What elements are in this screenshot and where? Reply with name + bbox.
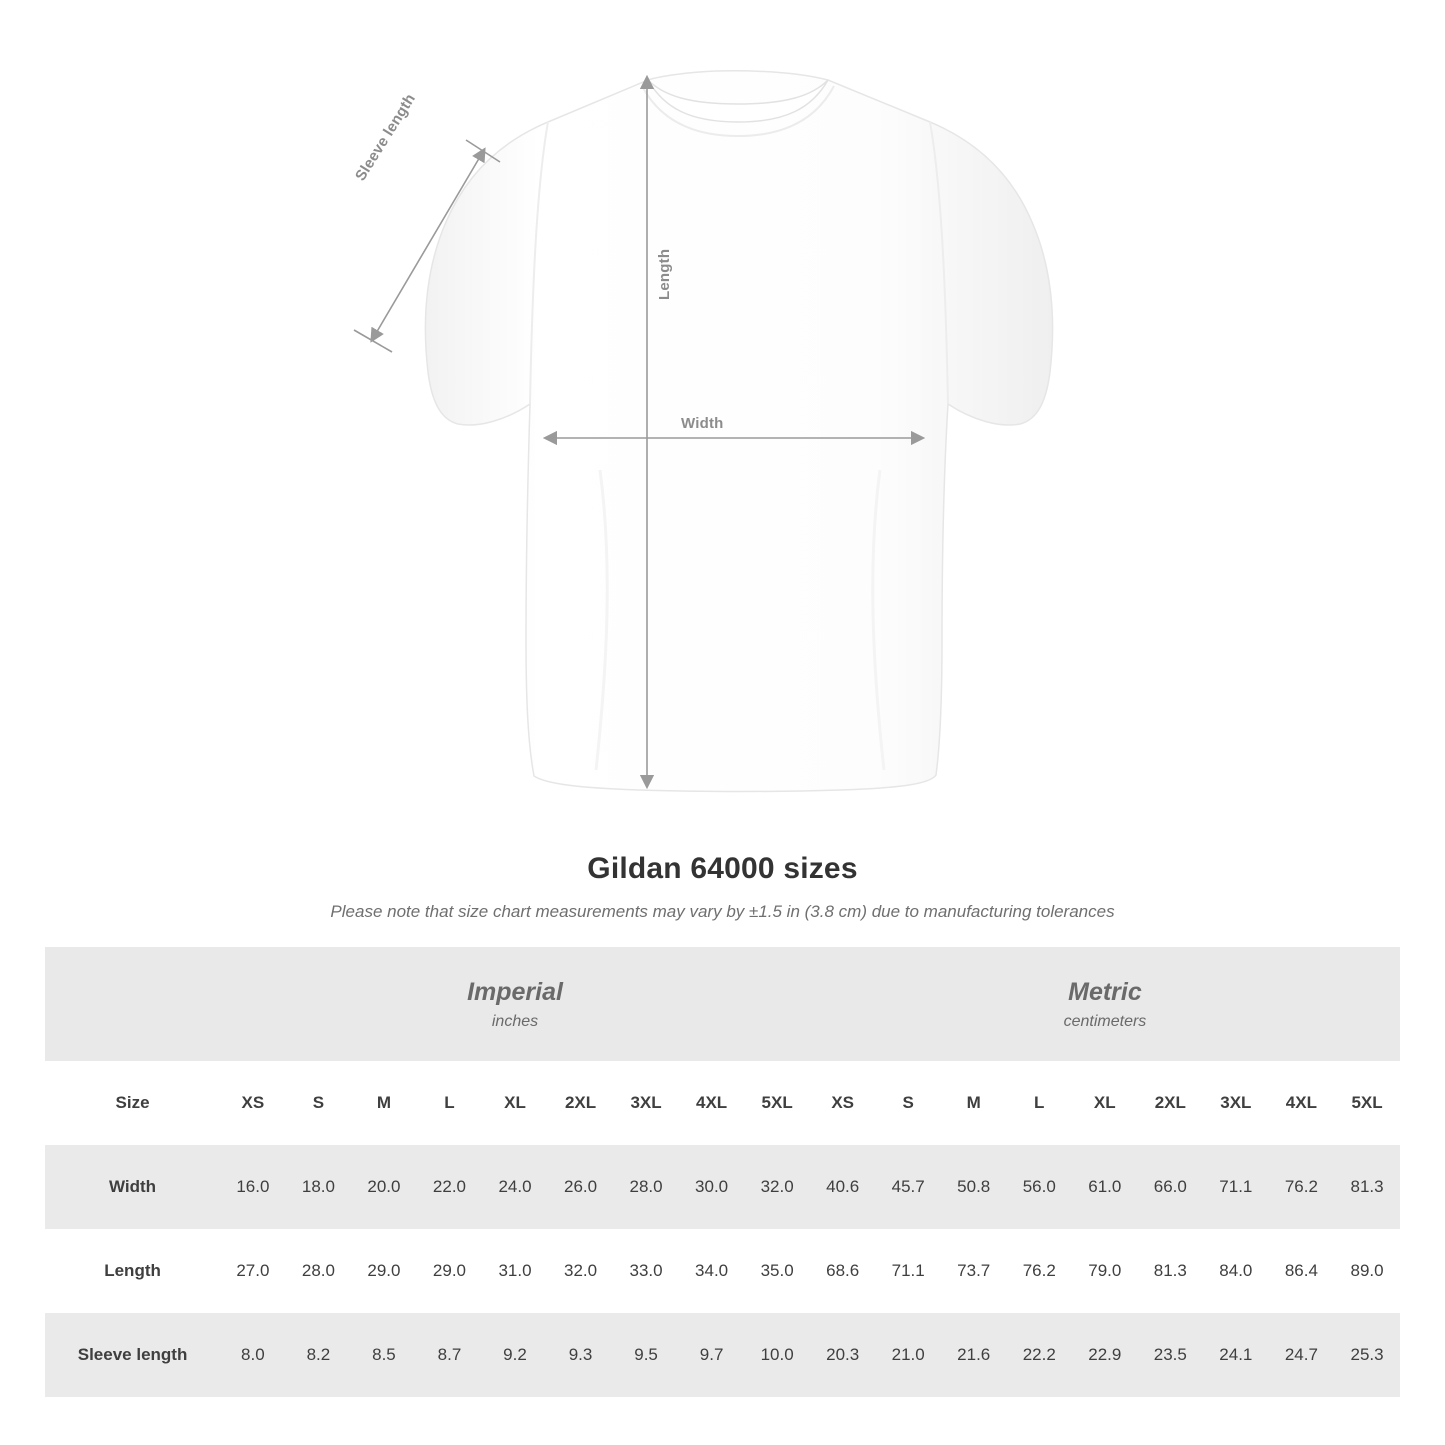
- size-col-imp-6: 3XL: [630, 1093, 662, 1112]
- sleeve-length-label: Sleeve length: [352, 90, 420, 185]
- size-col-met-7: 4XL: [1285, 1093, 1317, 1112]
- width-met-1: 45.7: [875, 1145, 941, 1229]
- page-title: Gildan 64000 sizes: [587, 852, 858, 885]
- width-imp-4: 24.0: [482, 1145, 548, 1229]
- size-col-met-8: 5XL: [1351, 1093, 1383, 1112]
- row-label-width: Width: [45, 1145, 220, 1229]
- width-imp-6: 28.0: [613, 1145, 679, 1229]
- row-label-sleeve-length: Sleeve length: [45, 1313, 220, 1397]
- width-imp-7: 30.0: [679, 1145, 745, 1229]
- sleeve-met-1: 21.0: [875, 1313, 941, 1397]
- unit-header-blank: [45, 947, 220, 1061]
- width-met-6: 71.1: [1203, 1145, 1269, 1229]
- width-imp-3: 22.0: [417, 1145, 483, 1229]
- sleeve-met-2: 21.6: [941, 1313, 1007, 1397]
- size-col-met-4: XL: [1093, 1093, 1116, 1112]
- length-imp-3: 29.0: [417, 1229, 483, 1313]
- length-imp-4: 31.0: [482, 1229, 548, 1313]
- sleeve-met-3: 22.2: [1006, 1313, 1072, 1397]
- sleeve-imp-0: 8.0: [220, 1313, 286, 1397]
- length-met-0: 68.6: [810, 1229, 876, 1313]
- size-col-met-1: S: [902, 1093, 914, 1112]
- width-imp-0: 16.0: [220, 1145, 286, 1229]
- length-met-5: 81.3: [1138, 1229, 1204, 1313]
- size-col-imp-1: S: [312, 1093, 325, 1112]
- title-block: [0, 852, 1445, 922]
- length-met-7: 86.4: [1269, 1229, 1335, 1313]
- sleeve-imp-1: 8.2: [286, 1313, 352, 1397]
- width-label: Width: [681, 415, 724, 432]
- length-label: Length: [656, 248, 673, 300]
- size-col-imp-2: M: [376, 1093, 392, 1112]
- size-col-imp-0: XS: [241, 1093, 265, 1112]
- length-met-2: 73.7: [941, 1229, 1007, 1313]
- length-imp-1: 28.0: [286, 1229, 352, 1313]
- length-met-1: 71.1: [875, 1229, 941, 1313]
- length-imp-5: 32.0: [548, 1229, 614, 1313]
- table-row: [45, 1313, 1400, 1397]
- size-header-label: Size: [115, 1093, 150, 1112]
- size-col-imp-7: 4XL: [696, 1093, 728, 1112]
- length-imp-2: 29.0: [351, 1229, 417, 1313]
- unit-header-imperial: [220, 947, 810, 1061]
- width-imp-1: 18.0: [286, 1145, 352, 1229]
- length-imp-6: 33.0: [613, 1229, 679, 1313]
- sleeve-imp-5: 9.3: [548, 1313, 614, 1397]
- unit-header-metric: [810, 947, 1400, 1061]
- length-imp-7: 34.0: [679, 1229, 745, 1313]
- length-met-3: 76.2: [1006, 1229, 1072, 1313]
- size-header-row: [45, 1061, 1400, 1145]
- length-met-6: 84.0: [1203, 1229, 1269, 1313]
- sleeve-met-5: 23.5: [1138, 1313, 1204, 1397]
- size-col-met-0: XS: [831, 1093, 854, 1112]
- sleeve-imp-6: 9.5: [613, 1313, 679, 1397]
- sleeve-imp-2: 8.5: [351, 1313, 417, 1397]
- length-met-4: 79.0: [1072, 1229, 1138, 1313]
- size-col-met-3: L: [1034, 1093, 1045, 1112]
- sleeve-imp-4: 9.2: [482, 1313, 548, 1397]
- size-col-imp-3: L: [444, 1093, 455, 1112]
- tolerance-note: Please note that size chart measurements may vary by ±1.5 in (3.8 cm) due to manufacturing tolerances: [330, 902, 1115, 921]
- width-met-7: 76.2: [1269, 1145, 1335, 1229]
- length-imp-8: 35.0: [744, 1229, 810, 1313]
- width-met-3: 56.0: [1006, 1145, 1072, 1229]
- size-col-imp-8: 5XL: [761, 1093, 793, 1112]
- unit-metric-name: Metric: [1068, 978, 1142, 1006]
- size-col-imp-5: 2XL: [564, 1093, 597, 1112]
- sleeve-imp-3: 8.7: [417, 1313, 483, 1397]
- size-table-wrap: [45, 947, 1400, 1397]
- width-met-5: 66.0: [1138, 1145, 1204, 1229]
- width-met-2: 50.8: [941, 1145, 1007, 1229]
- unit-metric-sub: centimeters: [1063, 1013, 1147, 1030]
- size-col-met-2: M: [966, 1093, 981, 1112]
- size-col-met-5: 2XL: [1154, 1093, 1186, 1112]
- table-row: [45, 1229, 1400, 1313]
- length-imp-0: 27.0: [220, 1229, 286, 1313]
- width-imp-5: 26.0: [548, 1145, 614, 1229]
- width-met-4: 61.0: [1072, 1145, 1138, 1229]
- sleeve-met-8: 25.3: [1334, 1313, 1400, 1397]
- sleeve-met-4: 22.9: [1072, 1313, 1138, 1397]
- row-label-length: Length: [45, 1229, 220, 1313]
- size-col-met-6: 3XL: [1220, 1093, 1252, 1112]
- unit-header-row: [45, 947, 1400, 1061]
- width-met-8: 81.3: [1334, 1145, 1400, 1229]
- sleeve-met-0: 20.3: [810, 1313, 876, 1397]
- sleeve-imp-8: 10.0: [744, 1313, 810, 1397]
- sleeve-met-6: 24.1: [1203, 1313, 1269, 1397]
- length-met-8: 89.0: [1334, 1229, 1400, 1313]
- table-row: [45, 1145, 1400, 1229]
- size-col-imp-4: XL: [504, 1093, 526, 1112]
- width-imp-8: 32.0: [744, 1145, 810, 1229]
- sleeve-met-7: 24.7: [1269, 1313, 1335, 1397]
- width-met-0: 40.6: [810, 1145, 876, 1229]
- unit-imperial-name: Imperial: [467, 978, 563, 1006]
- width-imp-2: 20.0: [351, 1145, 417, 1229]
- unit-imperial-sub: inches: [491, 1013, 539, 1030]
- size-chart-table: [45, 947, 1400, 1397]
- sleeve-imp-7: 9.7: [679, 1313, 745, 1397]
- tshirt-shape: [425, 71, 1052, 792]
